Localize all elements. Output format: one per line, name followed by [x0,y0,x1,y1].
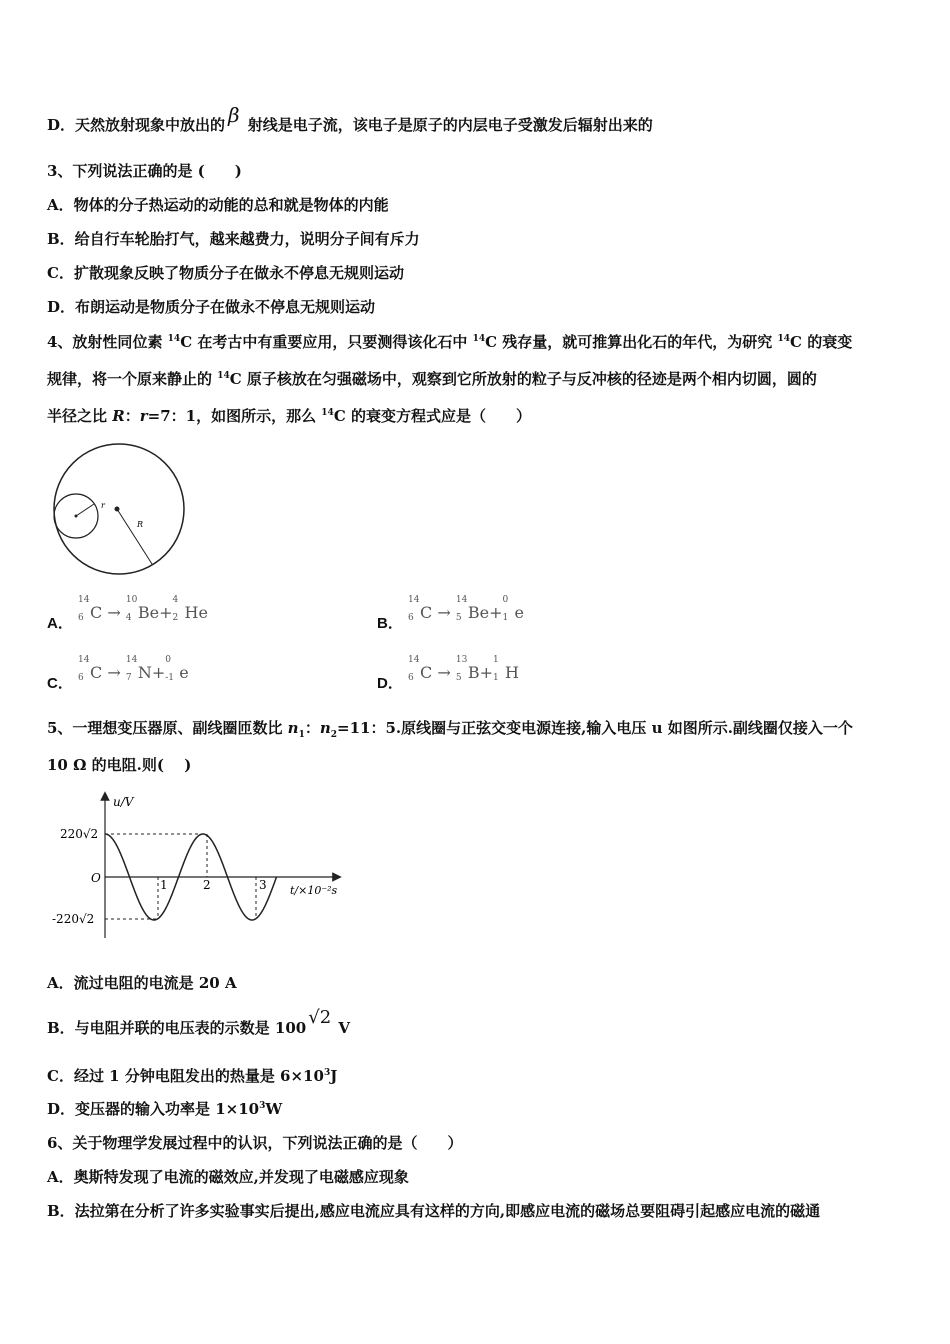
q5-option-c [47,1066,337,1086]
q3-option-b: B．给自行车轮胎打气，越来越费力，说明分子间有斥力 [47,230,420,248]
q4-text: 半径之比 [47,407,113,425]
mass-number: 4 [172,595,179,605]
q4-text: C 原子核放在匀强磁场中，观察到它所放射的粒子与反冲核的径迹是两个相内切圆，圆的 [229,370,817,388]
ymin-label: -220√2 [52,912,95,926]
q5-stem-line1 [47,718,853,738]
tick-1: 1 [160,878,168,892]
atomic-number: -1 [165,673,175,683]
q4-text: C 在考古中有重要应用，只要测得该化石中 [180,333,473,351]
q5-option-d-unit: W [265,1100,283,1118]
small-radius-line [76,504,94,516]
arrow: → [107,663,121,682]
q4-text: 4、放射性同位素 [47,333,168,351]
mass-number: 14 [78,595,90,605]
element-symbol: H [505,663,519,682]
ymax-label: 220√2 [60,827,99,841]
subscript: 2 [330,730,338,740]
mass-number: 14 [125,655,138,665]
q5-text: =11：5.原线圈与正弦交变电源连接,输入电压 u 如图所示.副线圈仅接入一个 [337,719,853,737]
q2-option-d-text-b: 射线是电子流，该电子是原子的内层电子受激发后辐射出来的 [242,116,653,134]
q4-choice-b-formula[interactable] [408,595,524,623]
mass-number: 14 [78,655,90,665]
element-symbol: e [179,663,189,682]
tick-3: 3 [259,878,267,892]
element-symbol: N [137,663,152,682]
element-symbol: C [420,603,433,622]
daughter-nucleus [455,595,490,623]
q4-choice-b-label[interactable]: B． [377,615,403,632]
radius-r: r [139,407,148,425]
q4-circles-figure [47,442,192,577]
q5-option-b-text: B．与电阻并联的电压表的示数是 100 [47,1019,307,1037]
q4-text: C 残存量，就可推算出化石的年代，为研究 [485,333,778,351]
atomic-number: 1 [502,613,509,623]
n2-symbol: n [319,719,331,737]
element-symbol: Be [467,603,490,622]
emitted-particle [165,655,189,683]
q5-text: 5、一理想变压器原、副线圈匝数比 [47,719,288,737]
element-symbol: B [467,663,480,682]
mass-number: 14 [455,595,468,605]
mass-number: 1 [493,655,499,665]
q5-option-c-unit: J [330,1067,338,1085]
q4-choice-d-formula[interactable] [408,655,519,683]
atomic-number: 6 [78,673,84,683]
plus: + [159,603,173,622]
origin-label: O [91,871,101,885]
mass-number: 10 [125,595,138,605]
atomic-number: 6 [408,613,414,623]
parent-nucleus [78,655,103,683]
q5-option-b-unit: V [333,1019,351,1037]
plus: + [479,663,494,682]
q4-stem-line1 [47,332,852,352]
mass-number: 14 [472,334,486,344]
atomic-number: 2 [172,613,179,623]
q4-choice-a-label[interactable]: A． [47,615,73,632]
q5-option-a: A．流过电阻的电流是 20 A [47,974,237,992]
subscript: 1 [298,730,305,740]
q4-stem-line3 [47,406,531,426]
q2-option-d [47,103,653,135]
large-radius-line [117,509,152,564]
q5-option-d [47,1099,282,1119]
q4-choice-c-formula[interactable] [78,655,189,683]
element-symbol: e [514,603,524,622]
exponent: 3 [259,1101,266,1111]
q5-voltage-graph [47,790,367,945]
q2-option-d-text-a: D．天然放射现象中放出的 [47,116,226,134]
q4-choice-a-formula[interactable] [78,595,208,623]
colon: ： [124,407,140,425]
x-axis-label: t/×10⁻²s [290,884,338,897]
q5-stem-line2: 10 Ω 的电阻.则( ) [47,756,192,774]
parent-nucleus [408,595,433,623]
arrow: → [437,603,451,622]
element-symbol: C [420,663,433,682]
label-r: r [101,501,105,510]
q4-choice-d-label[interactable]: D． [377,675,403,692]
tick-2: 2 [203,878,211,892]
colon: ： [304,719,320,737]
mass-number: 14 [777,334,791,344]
arrow: → [437,663,451,682]
atomic-number: 5 [455,613,462,623]
exponent: 3 [323,1068,331,1078]
q4-choice-c-label[interactable]: C． [47,675,73,692]
mass-number: 14 [167,334,181,344]
q3-option-c: C．扩散现象反映了物质分子在做永不停息无规则运动 [47,264,404,282]
plus: + [489,603,503,622]
daughter-nucleus [125,655,152,683]
atomic-number: 1 [493,673,499,683]
element-symbol: He [184,603,208,622]
mass-number: 0 [502,595,509,605]
mass-number: 14 [408,655,420,665]
n1-symbol: n [287,719,299,737]
q5-option-c-text: C．经过 1 分钟电阻发出的热量是 6×10 [47,1067,324,1085]
emitted-particle [172,595,208,623]
element-symbol: Be [137,603,160,622]
emitted-particle [493,655,519,683]
y-axis-label: u/V [113,795,134,809]
q3-stem: 3、下列说法正确的是 ( ) [47,162,242,180]
q3-option-d: D．布朗运动是物质分子在做永不停息无规则运动 [47,298,376,316]
q3-option-a: A．物体的分子热运动的动能的总和就是物体的内能 [47,196,389,214]
arrow: → [107,603,121,622]
q4-text: C 的衰变方程式应是（ ） [333,407,531,425]
q4-text: C 的衰变 [790,333,853,351]
q6-stem: 6、关于物理学发展过程中的认识，下列说法正确的是（ ） [47,1134,463,1152]
q4-stem-line2 [47,369,817,389]
element-symbol: C [90,603,103,622]
atomic-number: 5 [455,673,462,683]
q6-option-a: A．奥斯特发现了电流的磁效应,并发现了电磁感应现象 [47,1168,409,1186]
q5-option-b [47,1007,351,1038]
plus: + [151,663,166,682]
daughter-nucleus [125,595,160,623]
mass-number: 14 [408,595,420,605]
parent-nucleus [408,655,433,683]
mass-number: 0 [165,655,171,665]
mass-number: 14 [321,408,334,418]
daughter-nucleus [455,655,480,683]
q4-text: =7：1，如图所示，那么 [147,407,322,425]
element-symbol: C [90,663,103,682]
atomic-number: 6 [408,673,414,683]
radius-R: R [112,407,125,425]
mass-number: 13 [455,655,468,665]
sqrt-two: √2 [308,1007,332,1028]
mass-number: 14 [217,371,230,381]
label-R: R [137,520,144,529]
atomic-number: 6 [78,613,84,623]
atomic-number: 4 [125,613,132,623]
q4-text: 规律，将一个原来静止的 [47,370,218,388]
parent-nucleus [78,595,103,623]
q5-option-d-text: D．变压器的输入功率是 1×10 [47,1100,260,1118]
emitted-particle [502,595,524,623]
atomic-number: 7 [125,673,132,683]
q6-option-b: B．法拉第在分析了许多实验事实后提出,感应电流应具有这样的方向,即感应电流的磁场总要阻碍引起感应电流的磁通 [47,1202,821,1220]
beta-symbol: β [228,103,240,127]
